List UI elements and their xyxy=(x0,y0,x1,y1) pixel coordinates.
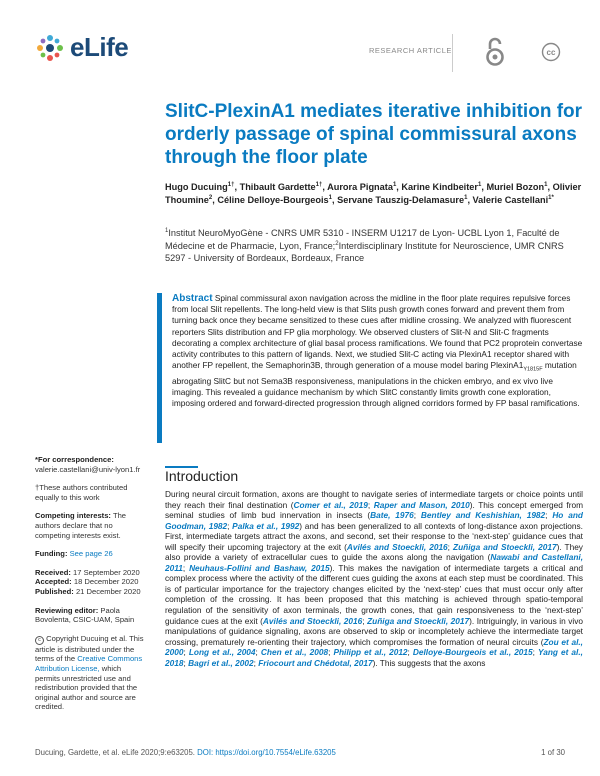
citation-link[interactable]: Comer et al., 2019 xyxy=(293,499,368,510)
citation-link[interactable]: Neuhaus-Follini and Bashaw, 2015 xyxy=(189,562,330,573)
abstract-label: Abstract xyxy=(172,293,213,304)
citation-link[interactable]: Delloye-Bourgeois et al., 2015 xyxy=(412,647,533,658)
author-name[interactable]: Olivier Thoumine$^2$ xyxy=(165,182,582,205)
reviewing-editor: Reviewing editor: Paola Bovolenta, CSIC-UAM, Spain xyxy=(35,605,135,625)
author-name[interactable]: Servane Tauszig-Delamasure$^1$ xyxy=(337,194,468,205)
copyright: c Copyright Ducuing et al. This article is distributed under the terms of the Creative Commons Attribution License, which permits unrestricted use and redistribution provided that the original author and source are credited. xyxy=(35,633,144,712)
funding: Funding: See page 26 xyxy=(35,549,113,559)
citation-link[interactable]: Ho and Goodman, 1982 xyxy=(165,510,583,531)
license-link[interactable]: Creative Commons Attribution License, xyxy=(35,654,143,673)
correspondence-email-link[interactable]: valerie.castellani@univ-lyon1.fr xyxy=(35,464,141,474)
citation-link[interactable]: Zou et al., 2000 xyxy=(165,636,583,658)
header-divider xyxy=(452,34,453,72)
citation-link[interactable]: Long et al., 2004 xyxy=(188,647,256,658)
author-affiliation-marker: 1* xyxy=(548,194,554,201)
doi-link[interactable]: DOI: https://doi.org/10.7554/eLife.63205 xyxy=(197,748,336,757)
author-name[interactable]: Céline Delloye-Bourgeois$^1$ xyxy=(217,194,332,205)
abstract-text xyxy=(172,293,586,410)
author-affiliation-marker: 1 xyxy=(477,181,482,188)
affiliation-marker: 1 xyxy=(165,227,169,234)
author-name[interactable]: Aurora Pignata$^1$ xyxy=(327,181,397,192)
dates: Received: 17 September 2020 Accepted: 18 December 2020 Published: 21 December 2020 xyxy=(35,567,141,596)
citation-link[interactable]: Friocourt and Chédotal, 2017 xyxy=(258,657,373,668)
introduction-text: During neural circuit formation, axons are thought to navigate series of intermediate targets or choice points until they reach their final destination (Comer et al., 2019; Raper and Mason, 2010). This concept emerged from seminal studies of limb bud innervation in insects (Bate, 1976; Bentley and Keshishian, 1982; Ho and Goodman, 1982; Palka et al., 1992) and has been generalized to all contexts of long-distance axon projections. First, intermediate targets attract the axons, and second, set their response to the ‘next-step’ guidance cues that will specify their upcoming trajectory at the exit (Avilés and Stoeckli, 2016; Zuñiga and Stoeckli, 2017). They also provide a variety of extracellular cues to guide the axons along the navigation (Nawabi and Castellani, 2011; Neuhaus-Follini and Bashaw, 2015). This makes the navigation of intermediate targets a critical and complex process where the activity of the different cues guiding the axons at each step must be coordinated. This is of particular importance for the trajectory changes elicited by the ‘next-step’ cues that must occur only after completion of the crossing. It has been proposed that this matching is achieved through spatio-temporal regulation of the sensitivity of axon terminals, the growth cones, that gain responsiveness to the ‘next-step’ guidance cues at the exit (Avilés and Stoeckli, 2016; Zuñiga and Stoeckli, 2017). Intriguingly, in various in vivo manipulations of guidance signaling, axons are observed to skip or incompletely achieve the intermediate target crossing, prematurely re-orienting their trajectory, which compromises the formation of neural circuits (Zou et al., 2000; Long et al., 2004; Chen et al., 2008; Philipp et al., 2012; Delloye-Bourgeois et al., 2015; Yang et al., 2018; Bagri et al., 2002; Friocourt and Chédotal, 2017). This suggests that the axons xyxy=(165,489,583,668)
affiliation-marker: 2 xyxy=(335,240,339,247)
equal-contribution-note: †These authors contributed equally to this work xyxy=(35,483,128,502)
copyright-icon: c xyxy=(35,636,44,645)
citation-link[interactable]: Philipp et al., 2012 xyxy=(333,647,408,658)
elife-logo-icon xyxy=(35,33,65,63)
citation-link[interactable]: Palka et al., 1992 xyxy=(232,520,300,531)
introduction-heading: Introduction xyxy=(165,468,239,484)
citation-link[interactable]: Bate, 1976 xyxy=(370,510,414,521)
author-affiliation-marker: 1 xyxy=(464,194,468,201)
correspondence: *For correspondence: valerie.castellani@univ-lyon1.fr xyxy=(35,455,141,474)
svg-text:cc: cc xyxy=(546,48,556,58)
citation-link[interactable]: Zuñiga and Stoeckli, 2017 xyxy=(453,541,557,552)
author-name[interactable]: Karine Kindbeiter$^1$ xyxy=(401,181,482,192)
citation-link[interactable]: Avilés and Stoeckli, 2016 xyxy=(346,541,448,552)
author-affiliation-marker: 1† xyxy=(227,181,235,188)
citation-link[interactable]: Bagri et al., 2002 xyxy=(188,657,254,668)
abstract-part-2: mutation abrogating SlitC but not Sema3B responsiveness, manipulations in the chicken embryo, and ex vivo live imaging. This revealed a guidance mechanism by which SlitC constantly limits growth cone exploration, imposing ordered and forward-directed progression through aligned corridors formed by FP basal ramifications. xyxy=(172,360,580,409)
creative-commons-icon[interactable] xyxy=(541,42,561,67)
competing-interests: Competing interests: The authors declare that no competing interests exist. xyxy=(35,511,127,540)
open-access-icon[interactable] xyxy=(483,36,507,73)
author-affiliation-marker: 1 xyxy=(328,194,332,201)
funding-link[interactable]: See page 26 xyxy=(69,549,113,559)
affiliation-text: Institut NeuroMyoGène - CNRS UMR 5310 - INSERM U1217 de Lyon- UCBL Lyon 1, Faculté de Médecine et de Pharmacie, Lyon, France; xyxy=(165,228,560,251)
citation-link[interactable]: Bentley and Keshishian, 1982 xyxy=(420,510,546,521)
author-name[interactable]: Hugo Ducuing$^{1\dagger}$ xyxy=(165,181,235,192)
article-title: SlitC-PlexinA1 mediates iterative inhibition for orderly passage of spinal commissural axons through the floor plate xyxy=(165,101,583,168)
citation-link[interactable]: Chen et al., 2008 xyxy=(260,647,329,658)
citation-link[interactable]: Yang et al., 2018 xyxy=(165,647,583,668)
elife-logo[interactable] xyxy=(35,32,128,63)
article-type: RESEARCH ARTICLE xyxy=(369,46,452,55)
affiliation-text: Interdisciplinary Institute for Neuroscience, UMR CNRS 5297 - University of Bordeaux, Bordeaux, France xyxy=(165,240,564,263)
logo-text: eLife xyxy=(70,32,129,62)
author-affiliation-marker: 1 xyxy=(392,181,397,188)
mutation-subscript: Y1815F xyxy=(523,366,543,373)
citation-link[interactable]: Nawabi and Castellani, 2011 xyxy=(165,552,583,573)
author-name[interactable]: Thibault Gardette$^{1\dagger}$ xyxy=(239,181,323,192)
abstract-part-1: Spinal commissural axon navigation across the midline in the floor plate requires repulsive forces from local Slit repellents. The long-held view is that Slits push growth cones forward and prevent them from turning back once they became sensitized to these cues after midline crossing. We analyzed with fluorescent reporters Slits distribution and FP glia morphology. We observed clusters of Slit-N and Slit-C fragments decorating a complex architecture of glial basal process ramifications. We found that PC2 proprotein convertase activity contributes to this pattern of ligands. Next, we studied Slit-C acting via PlexinA1 receptor shared with another FP repellent, the Semaphorin3B, through generation of a mouse model baring PlexinA1 xyxy=(172,293,583,371)
author-name[interactable]: Muriel Bozon$^1$ xyxy=(486,181,548,192)
article-sidebar xyxy=(35,455,147,721)
author-name[interactable]: Valerie Castellani$^{1*}$ xyxy=(472,194,554,205)
citation-link[interactable]: Avilés and Stoeckli, 2016 xyxy=(262,615,363,626)
author-affiliation-marker: 2 xyxy=(208,194,213,201)
affiliations xyxy=(165,227,583,265)
footer-citation: Ducuing, Gardette, et al. eLife 2020;9:e63205. DOI: https://doi.org/10.7554/eLife.63205 xyxy=(35,748,336,757)
author-affiliation-marker: 1† xyxy=(315,181,323,188)
citation-link[interactable]: Zuñiga and Stoeckli, 2017 xyxy=(367,615,470,626)
author-list: Hugo Ducuing$^{1\dagger}$, Thibault Gardette$^{1\dagger}$, Aurora Pignata$^1$, Karine Kindbeiter$^1$, Muriel Bozon$^1$, Olivier Thoumine$^2$, Céline Delloye-Bourgeois$^1$, Servane Tauszig-Delamasure$^1$, Valerie Castellani$^{1*}$ xyxy=(165,181,582,205)
author-affiliation-marker: 1 xyxy=(544,181,548,188)
abstract-section xyxy=(157,293,586,443)
citation-link[interactable]: Raper and Mason, 2010 xyxy=(373,499,470,510)
page-number: 1 of 30 xyxy=(541,748,565,757)
